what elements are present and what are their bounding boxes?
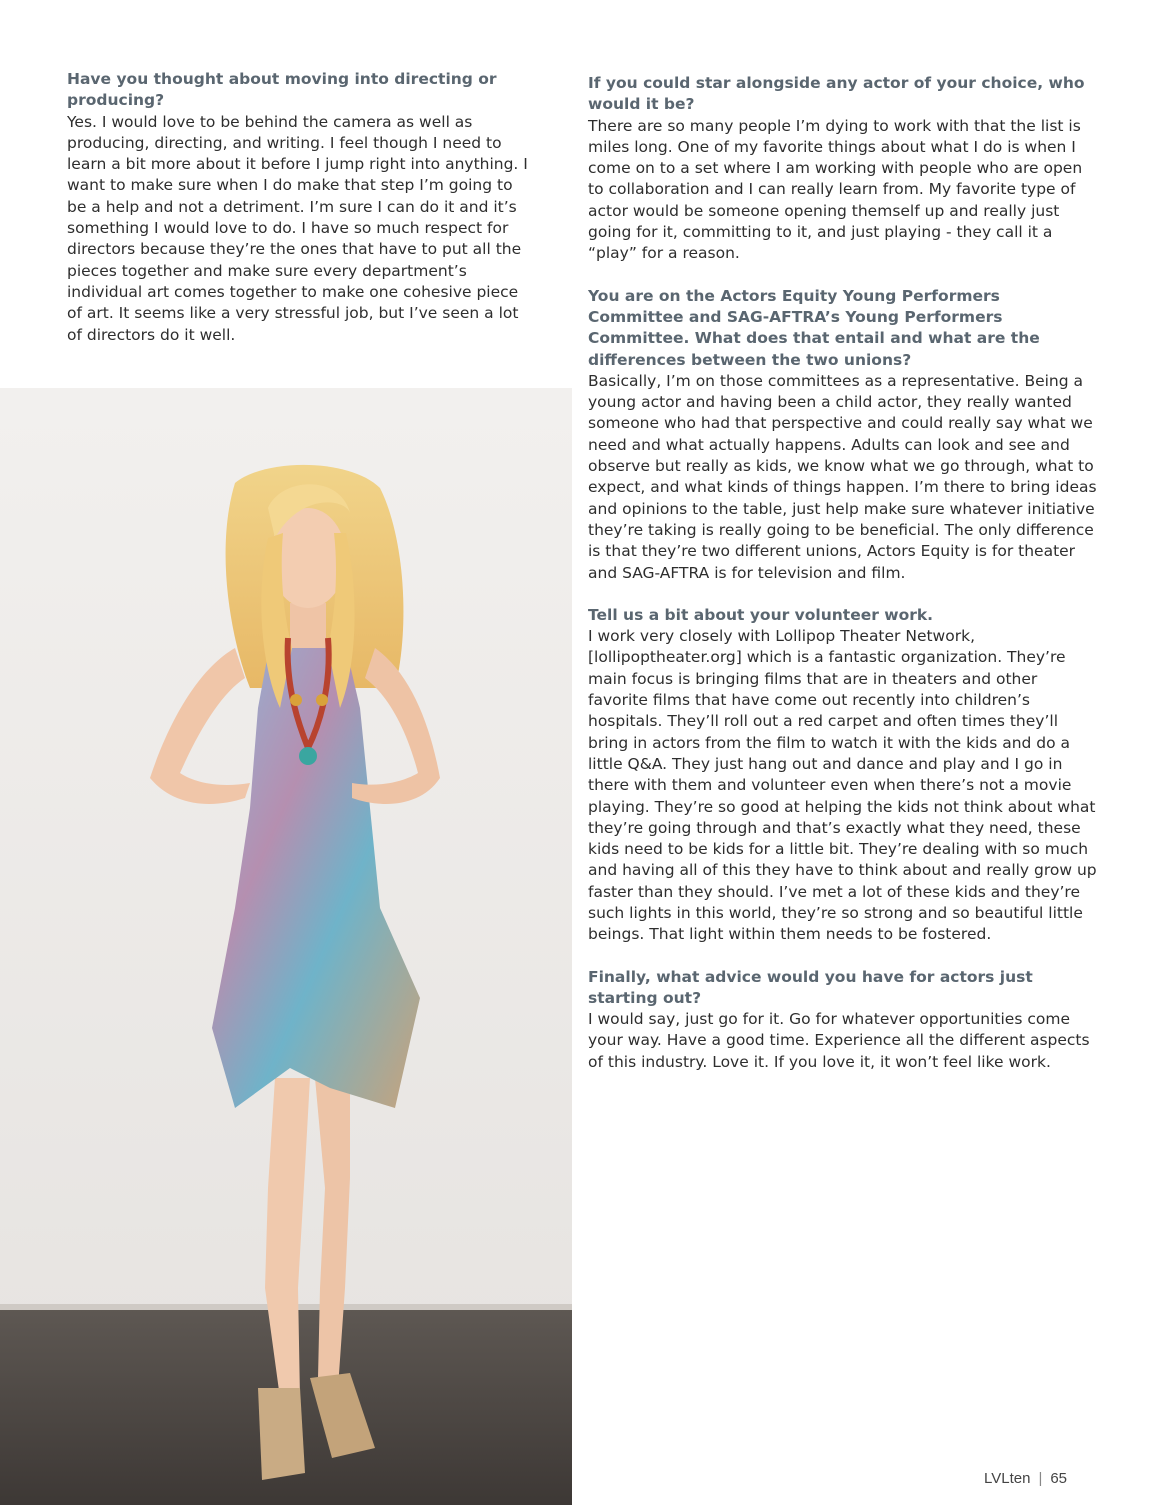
page-footer	[984, 1470, 1067, 1487]
left-qa-block	[67, 69, 529, 346]
question-advice: Finally, what advice would you have for actors just starting out?	[588, 967, 1033, 1007]
qa-block-advice	[588, 967, 1098, 1073]
page-number: 65	[1050, 1470, 1068, 1487]
question-committees: You are on the Actors Equity Young Performers Committee and SAG-AFTRA’s Young Performers Committee. What does that entail and what are the differences between the two unions?	[588, 286, 1040, 369]
qa-block-volunteer	[588, 605, 1098, 946]
question-directing: Have you thought about moving into directing or producing?	[67, 70, 497, 110]
answer-advice: I would say, just go for it. Go for whatever opportunities come your way. Have a good time. Experience all the different aspects of this industry. Love it. If you love it, it won’t feel like work.	[588, 1010, 1090, 1071]
answer-actor-choice: There are so many people I’m dying to work with that the list is miles long. One of my favorite things about what I do is when I come on to a set where I am working with people who are open to collaboration and I can really learn from. My favorite type of actor would be someone opening themself up and really just going for it, committing to it, and just playing - they call it a “play” for a reason.	[588, 116, 1083, 263]
qa-block-committees	[588, 286, 1098, 584]
portrait-photo	[0, 388, 572, 1505]
question-actor-choice: If you could star alongside any actor of your choice, who would it be?	[588, 74, 1085, 114]
portrait-illustration	[0, 388, 572, 1505]
question-volunteer: Tell us a bit about your volunteer work.	[588, 605, 934, 624]
qa-block-actor-choice	[588, 73, 1098, 265]
answer-volunteer: I work very closely with Lollipop Theater Network, [lollipoptheater.org] which is a fantastic organization. They’re main focus is bringing films that are in theaters and other favorite films that have come out recently into children’s hospitals. They’ll roll out a red carpet and often times they’ll bring in actors from the film to watch it with the kids and do a little Q&A. They just hang out and dance and play and I go in there with them and volunteer even when there’s not a movie playing. They’re so good at helping the kids not think about what they’re going through and that’s exactly what they need, these kids need to be kids for a little bit. They’re dealing with so much and having all of this they have to think about and really grow up faster than they should. I’ve met a lot of these kids and they’re such lights in this world, they’re so strong and so beautiful little beings. That light within them needs to be fostered.	[588, 627, 1097, 944]
magazine-name: LVLten	[984, 1470, 1031, 1487]
right-column	[588, 73, 1098, 1094]
answer-directing: Yes. I would love to be behind the camera as well as producing, directing, and writing. I feel though I need to learn a bit more about it before I jump right into anything. I want to make sure when I do make that step I’m going to be a help and not a detriment. I’m sure I can do it and it’s something I would love to do. I have so much respect for directors because they’re the ones that have to put all the pieces together and make sure every department’s individual art comes together to make one cohesive piece of art. It seems like a very stressful job, but I’ve seen a lot of directors do it well.	[67, 112, 528, 344]
answer-committees: Basically, I’m on those committees as a representative. Being a young actor and having been a child actor, they really wanted someone who had that perspective and could really say what we need and what actually happens. Adults can look and see and observe but really as kids, we know what we go through, what to expect, and what kinds of things happen. I’m there to bring ideas and opinions to the table, just help make sure whatever initiative they’re taking is really going to be beneficial. The only difference is that they’re two different unions, Actors Equity is for theater and SAG-AFTRA is for television and film.	[588, 371, 1097, 582]
footer-separator: |	[1038, 1470, 1043, 1487]
